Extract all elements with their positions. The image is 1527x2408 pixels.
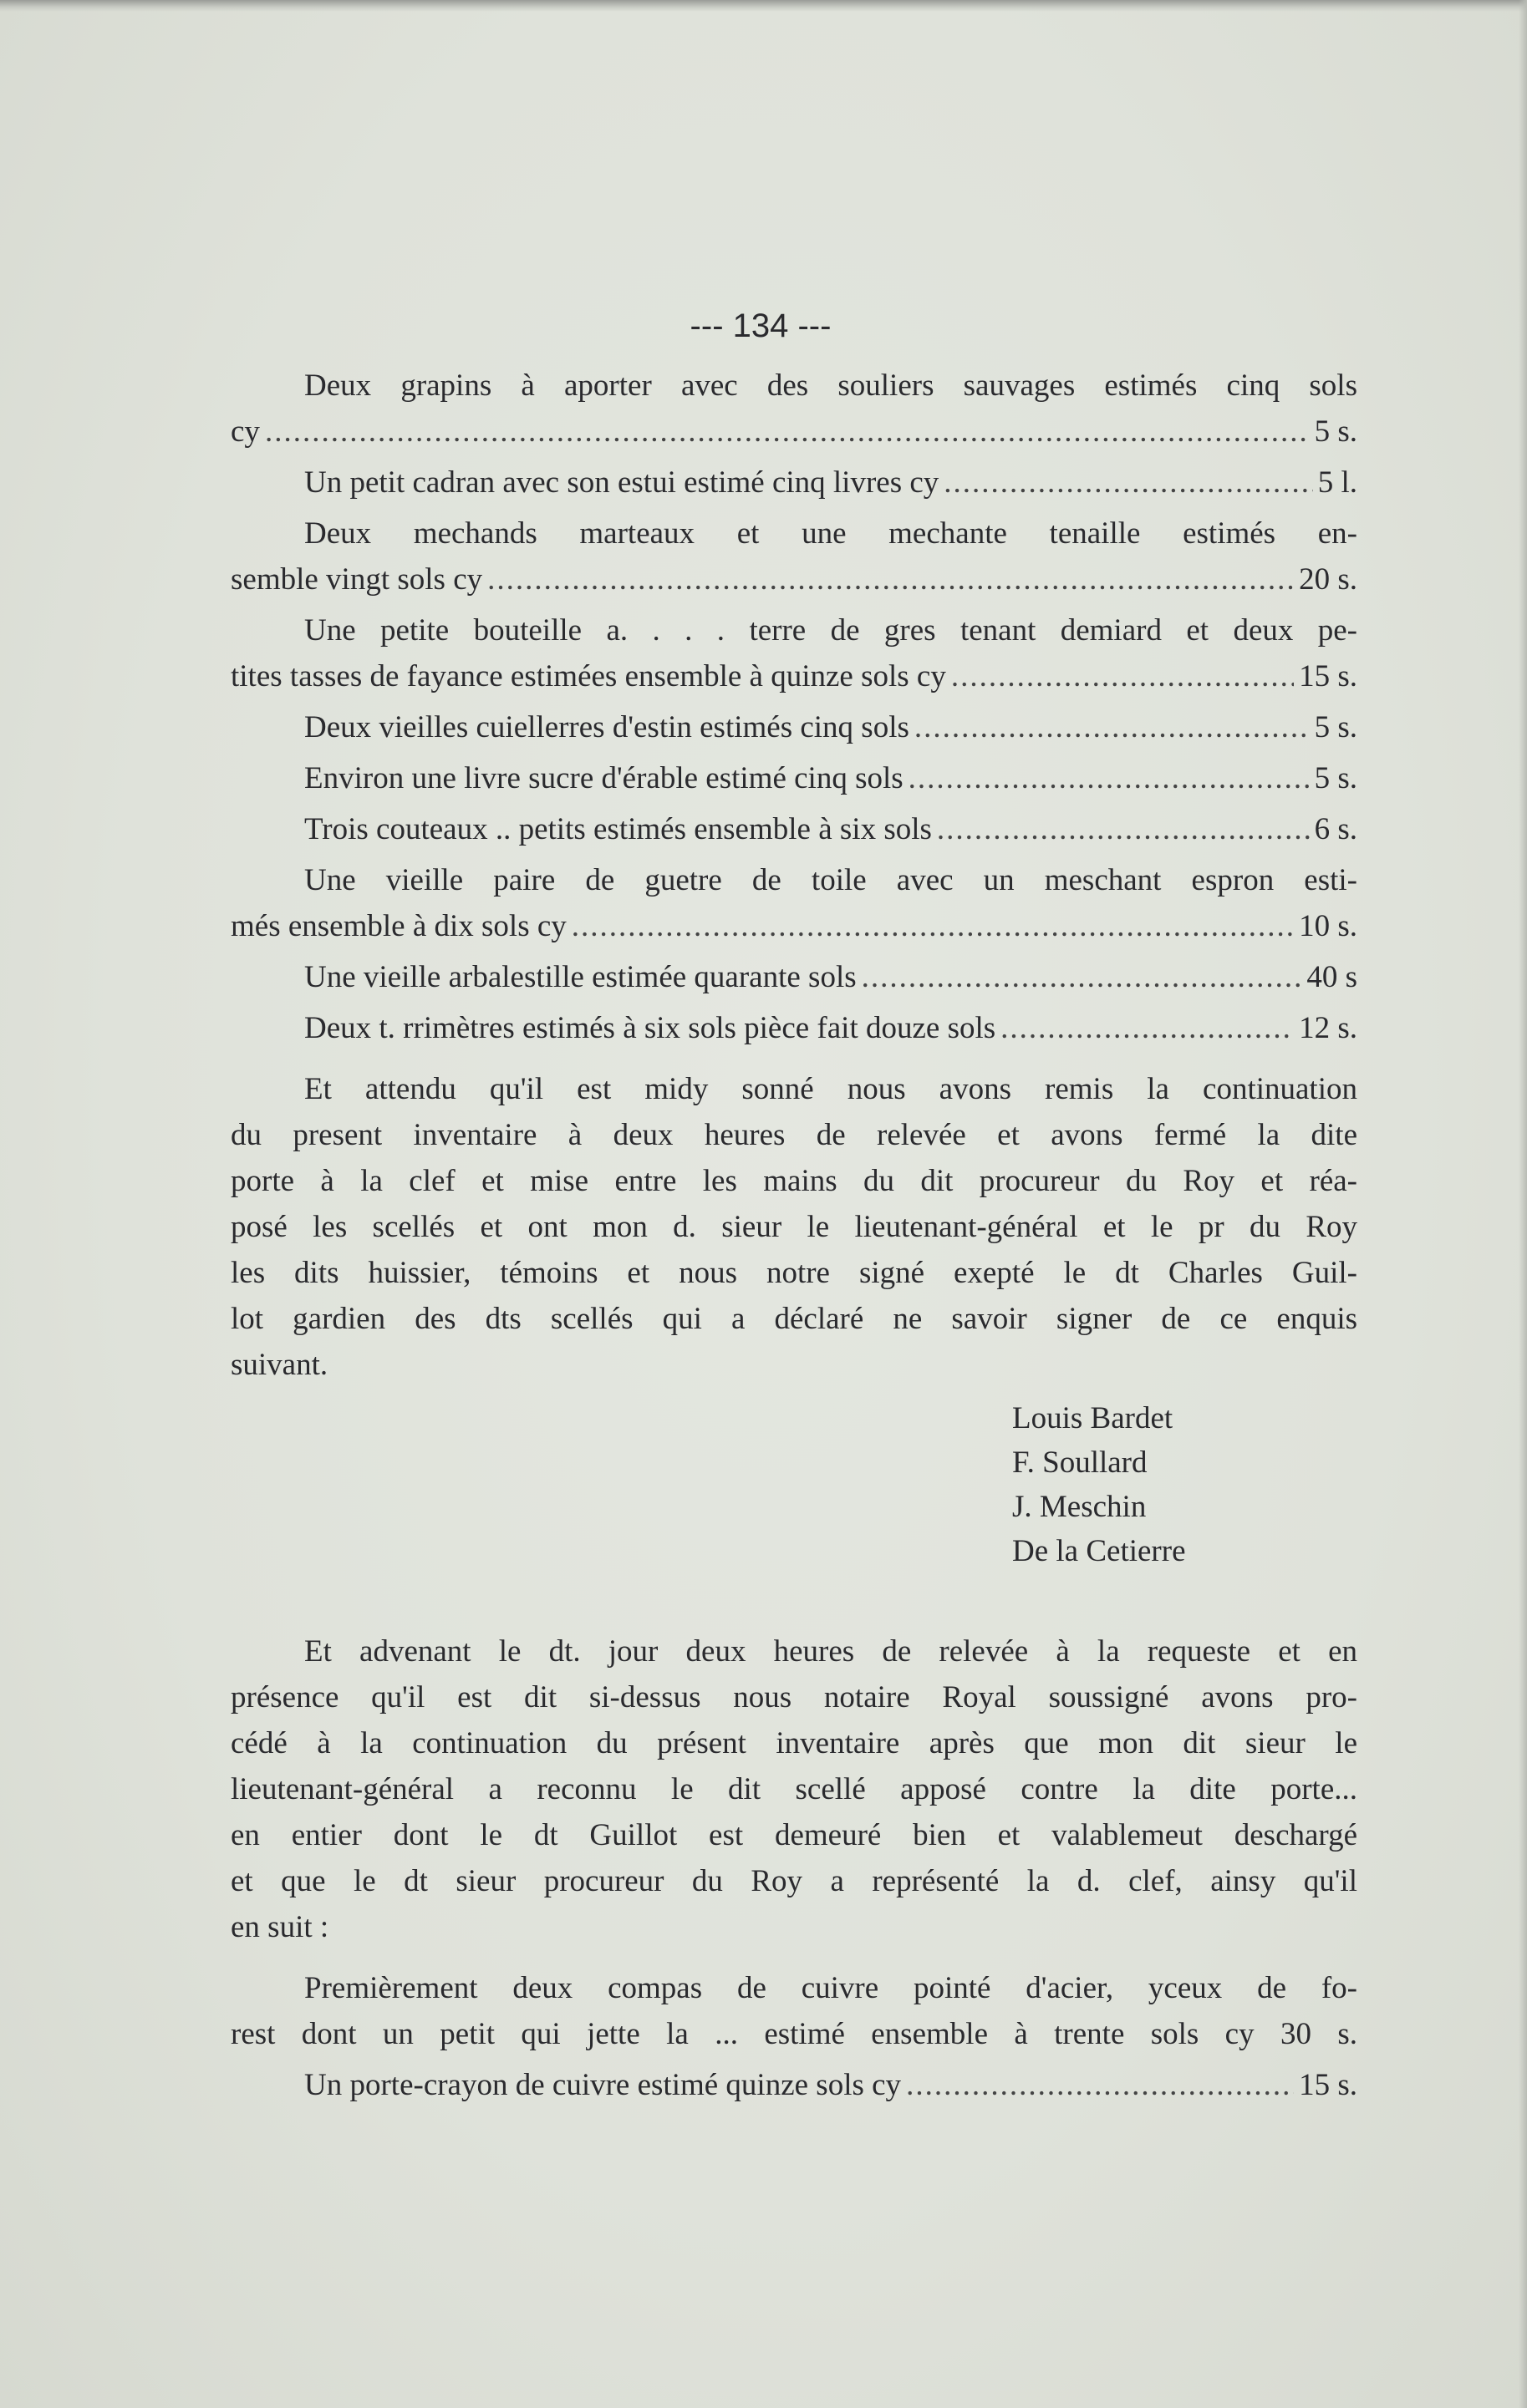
dot-leader: [487, 556, 1294, 602]
entry-line: Deux mechands marteaux et une mechante tenaille estimés en-: [304, 516, 1357, 551]
entry-line-with-amount: [231, 954, 1357, 1000]
page-right-edge: [1519, 0, 1527, 2408]
entry-line-with-amount: [231, 409, 1357, 455]
entry-description: Une vieille arbalestille estimée quarante sols: [304, 960, 857, 994]
page-number: --- 134 ---: [690, 307, 832, 344]
entry-amount: 10 s.: [1299, 909, 1357, 943]
entry-description: Un petit cadran avec son estui estimé cinq livres cy: [304, 465, 939, 500]
spacer: [231, 1573, 1357, 1613]
inventory-entries: [231, 363, 1357, 1051]
paragraph-line: Et attendu qu'il est midy sonné nous avons remis la continuation: [304, 1072, 1357, 1106]
paragraph-line: posé les scellés et ont mon d. sieur le lieutenant-général et le pr du Roy: [231, 1210, 1357, 1244]
entry-line: Une vieille paire de guetre de toile avec un meschant espron esti-: [304, 863, 1357, 897]
entry-amount: 5 s.: [1314, 414, 1357, 449]
dot-leader: [914, 704, 1310, 750]
entry-amount: 6 s.: [1314, 812, 1357, 846]
dot-leader: [265, 409, 1310, 455]
dot-leader: [909, 755, 1310, 801]
entry-description: tites tasses de fayance estimées ensemble à quinze sols cy: [231, 659, 946, 693]
inventory-entry: [231, 2062, 1357, 2108]
entry-description: més ensemble à dix sols cy: [231, 909, 567, 943]
inventory-entry: [231, 1005, 1357, 1051]
paragraph-line: cédé à la continuation du présent inventaire après que mon dit sieur le: [231, 1726, 1357, 1760]
entry-description: Environ une livre sucre d'érable estimé cinq sols: [304, 761, 903, 795]
inventory-entries-continued: [231, 1965, 1357, 2108]
entry-line: rest dont un petit qui jette la ... estimé ensemble à trente sols cy 30 s.: [231, 2017, 1357, 2051]
entry-line: Premièrement deux compas de cuivre pointé d'acier, yceux de fo-: [304, 1971, 1357, 2005]
inventory-entry: [231, 511, 1357, 602]
entry-amount: 15 s.: [1299, 659, 1357, 693]
entry-line-with-amount: [231, 653, 1357, 699]
entry-description: Trois couteaux .. petits estimés ensemble à six sols: [304, 812, 932, 846]
inventory-entry: [231, 607, 1357, 699]
paragraph-line: en entier dont le dt Guillot est demeuré bien et valablemeut deschargé: [231, 1818, 1357, 1852]
paragraph-line: et que le dt sieur procureur du Roy a représenté la d. clef, ainsy qu'il: [231, 1864, 1357, 1898]
signature-name: De la Cetierre: [1012, 1534, 1186, 1568]
inventory-entry: [231, 755, 1357, 801]
inventory-entry: [231, 460, 1357, 505]
paragraph-line: lot gardien des dts scellés qui a déclaré ne savoir signer de ce enquis: [231, 1302, 1357, 1336]
paragraph-line: Et advenant le dt. jour deux heures de relevée à la requeste et en: [304, 1634, 1357, 1669]
entry-line-with-amount: [231, 704, 1357, 750]
paragraph-line: du present inventaire à deux heures de relevée et avons fermé la dite: [231, 1118, 1357, 1152]
paragraph-line: présence qu'il est dit si-dessus nous notaire Royal soussigné avons pro-: [231, 1680, 1357, 1715]
dot-leader: [951, 653, 1294, 699]
entry-amount: 5 s.: [1314, 710, 1357, 744]
signature-name: F. Soullard: [1012, 1445, 1148, 1480]
paragraph-line: les dits huissier, témoins et nous notre signé exepté le dt Charles Guil-: [231, 1256, 1357, 1290]
paragraph-adjournment: [231, 1066, 1357, 1388]
entry-description: Deux t. rrimètres estimés à six sols pièce fait douze sols: [304, 1011, 996, 1045]
inventory-entry: [231, 704, 1357, 750]
entry-line-with-amount: [231, 903, 1357, 949]
entry-line: Deux grapins à aporter avec des souliers sauvages estimés cinq sols: [304, 368, 1357, 403]
entry-amount: 15 s.: [1299, 2068, 1357, 2102]
entry-line-with-amount: [231, 755, 1357, 801]
paragraph-line: porte à la clef et mise entre les mains du dit procureur du Roy et réa-: [231, 1164, 1357, 1198]
entry-description: Deux vieilles cuiellerres d'estin estimés cinq sols: [304, 710, 909, 744]
entry-description: cy: [231, 414, 260, 449]
page-text: [231, 301, 1357, 2113]
dot-leader: [937, 806, 1310, 852]
entry-amount: 12 s.: [1299, 1011, 1357, 1045]
entry-line-with-amount: [231, 2062, 1357, 2108]
entry-line-with-amount: [231, 460, 1357, 505]
entry-amount: 20 s.: [1299, 562, 1357, 597]
entry-description: semble vingt sols cy: [231, 562, 483, 597]
entry-amount: 5 s.: [1314, 761, 1357, 795]
page-top-edge: [0, 0, 1527, 12]
entry-line-with-amount: [231, 806, 1357, 852]
dot-leader: [572, 903, 1294, 949]
paragraph-resumption: [231, 1628, 1357, 1950]
entry-amount: 40 s: [1306, 960, 1357, 994]
inventory-entry: [231, 1965, 1357, 2057]
entry-line-with-amount: [231, 1005, 1357, 1051]
signature-block: [1012, 1396, 1357, 1573]
entry-amount: 5 l.: [1317, 465, 1357, 500]
inventory-entry: [231, 806, 1357, 852]
entry-line: Une petite bouteille a. . . . terre de gres tenant demiard et deux pe-: [304, 613, 1357, 648]
entry-line-with-amount: [231, 556, 1357, 602]
dot-leader: [906, 2062, 1294, 2108]
inventory-entry: [231, 363, 1357, 455]
entry-description: Un porte-crayon de cuivre estimé quinze sols cy: [304, 2068, 902, 2102]
paragraph-line: en suit :: [231, 1910, 329, 1944]
dot-leader: [862, 954, 1302, 1000]
paragraph-line: suivant.: [231, 1348, 328, 1382]
dot-leader: [944, 460, 1312, 505]
dot-leader: [1000, 1005, 1294, 1051]
inventory-entry: [231, 857, 1357, 949]
signature-name: Louis Bardet: [1012, 1401, 1173, 1435]
signature-name: J. Meschin: [1012, 1490, 1147, 1524]
inventory-entry: [231, 954, 1357, 1000]
paragraph-line: lieutenant-général a reconnu le dit scellé apposé contre la dite porte...: [231, 1772, 1357, 1806]
